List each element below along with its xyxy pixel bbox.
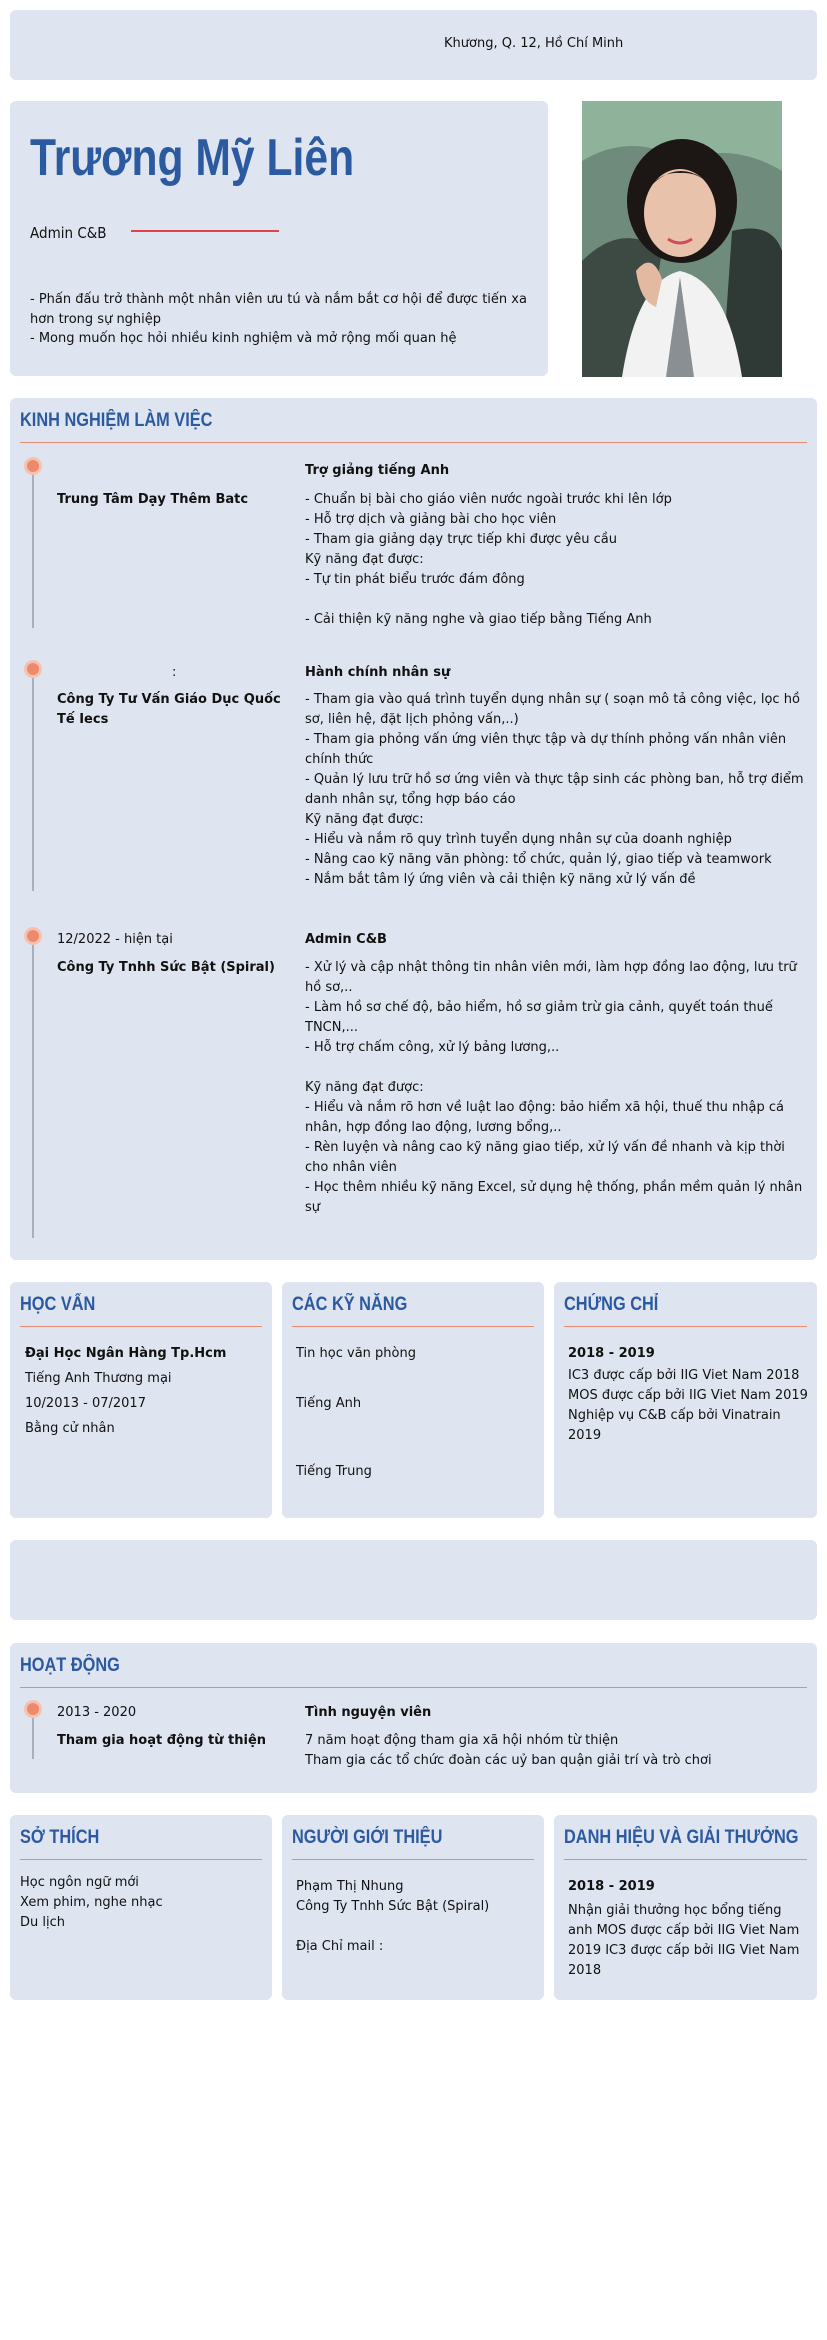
timeline-dot bbox=[27, 930, 39, 942]
timeline-dot bbox=[27, 460, 39, 472]
hobbies-section bbox=[10, 1815, 272, 2000]
timeline-line bbox=[32, 468, 34, 628]
portrait-illustration bbox=[582, 101, 782, 377]
awards-year: 2018 - 2019 bbox=[568, 1879, 655, 1894]
profile-photo bbox=[582, 101, 782, 377]
candidate-name: Trương Mỹ Liên bbox=[30, 129, 355, 187]
timeline-dot bbox=[27, 663, 39, 675]
skills-section bbox=[282, 1282, 544, 1518]
education-degree: Bằng cử nhân bbox=[25, 1421, 115, 1436]
activity-desc: 7 năm hoạt động tham gia xã hội nhóm từ thiện Tham gia các tổ chức đoàn các uỷ ban quận giải trí và trò chơi bbox=[305, 1733, 712, 1768]
reference-email-label: Địa Chỉ mail : bbox=[296, 1939, 384, 1954]
experience-company: Công Ty Tnhh Sức Bật (Spiral) bbox=[57, 960, 275, 975]
reference-heading: NGƯỜI GIỚI THIỆU bbox=[292, 1827, 443, 1848]
experience-desc: - Xử lý và cập nhật thông tin nhân viên mới, làm hợp đồng lao động, lưu trữ hồ sơ,.. - Làm hồ sơ chế độ, bảo hiểm, hồ sơ giảm trừ gia cảnh, quyết toán thuế TNCN,... - Hỗ trợ chấm công, xử lý bảng lương,.. Kỹ năng đạt được: - Hiểu và nắm rõ hơn về luật lao động: bảo hiểm xã hội, thuế thu nhập cá nhân, hợp đồng lao động, lương bổng,.. - Rèn luyện và nâng cao kỹ năng giao tiếp, xử lý vấn đề nhanh và kịp thời cho nhân viên - Học thêm nhiều kỹ năng Excel, sử dụng hệ thống, phần mềm quản lý nhân sự bbox=[305, 960, 803, 1215]
timeline-line bbox=[32, 1709, 34, 1759]
reference-company: Công Ty Tnhh Sức Bật (Spiral) bbox=[296, 1899, 490, 1914]
awards-text: Nhận giải thưởng học bổng tiếng anh MOS được cấp bởi IIG Viet Nam 2019 IC3 được cấp bởi IIG Viet Nam 2018 bbox=[568, 1903, 800, 1978]
experience-company: Công Ty Tư Vấn Giáo Dục Quốc Tế Iecs bbox=[57, 692, 281, 727]
experience-role: Admin C&B bbox=[305, 932, 387, 947]
experience-divider bbox=[20, 442, 807, 443]
blank-panel bbox=[10, 1540, 817, 1620]
hobbies-divider bbox=[20, 1859, 262, 1860]
experience-section bbox=[10, 398, 817, 1260]
certificate-item: Nghiệp vụ C&B cấp bởi Vinatrain 2019 bbox=[568, 1408, 781, 1443]
education-major: Tiếng Anh Thương mại bbox=[25, 1371, 172, 1386]
hobby-item: Xem phim, nghe nhạc bbox=[20, 1895, 163, 1910]
experience-heading: KINH NGHIỆM LÀM VIỆC bbox=[20, 410, 213, 431]
timeline-dot bbox=[27, 1703, 39, 1715]
experience-role: Trợ giảng tiếng Anh bbox=[305, 463, 450, 478]
awards-section bbox=[554, 1815, 817, 2000]
activity-role: Tình nguyện viên bbox=[305, 1705, 432, 1720]
reference-divider bbox=[292, 1859, 534, 1860]
certificates-divider bbox=[564, 1326, 807, 1327]
skills-divider bbox=[292, 1326, 534, 1327]
timeline-line bbox=[32, 671, 34, 891]
objective-line-2: - Mong muốn học hỏi nhiều kinh nghiệm và mở rộng mối quan hệ bbox=[30, 331, 457, 346]
education-period: 10/2013 - 07/2017 bbox=[25, 1396, 146, 1411]
experience-role: Hành chính nhân sự bbox=[305, 665, 451, 680]
certificate-item: IC3 được cấp bởi IIG Viet Nam 2018 bbox=[568, 1368, 800, 1383]
experience-desc: - Chuẩn bị bài cho giáo viên nước ngoài trước khi lên lớp - Hỗ trợ dịch và giảng bài cho học viên - Tham gia giảng dạy trực tiếp khi được yêu cầu Kỹ năng đạt được: - Tự tin phát biểu trước đám đông - Cải thiện kỹ năng nghe và giao tiếp bằng Tiếng Anh bbox=[305, 492, 672, 627]
certificates-list bbox=[568, 1366, 808, 1446]
activities-divider bbox=[20, 1687, 807, 1688]
education-school: Đại Học Ngân Hàng Tp.Hcm bbox=[25, 1346, 227, 1361]
name-underline bbox=[131, 230, 279, 232]
reference-name: Phạm Thị Nhung bbox=[296, 1879, 404, 1894]
certificates-year: 2018 - 2019 bbox=[568, 1346, 655, 1361]
activity-period: 2013 - 2020 bbox=[57, 1705, 137, 1720]
awards-heading: DANH HIỆU VÀ GIẢI THƯỞNG bbox=[564, 1827, 799, 1848]
hobbies-list bbox=[20, 1873, 260, 1933]
hobby-item: Học ngôn ngữ mới bbox=[20, 1875, 139, 1890]
education-heading: HỌC VẤN bbox=[20, 1294, 96, 1315]
experience-period: : bbox=[172, 665, 177, 680]
profile-panel bbox=[10, 101, 548, 376]
position-title: Admin C&B bbox=[30, 224, 107, 242]
objective-line-1: - Phấn đấu trở thành một nhân viên ưu tú và nắm bắt cơ hội để được tiến xa hơn trong sự nghiệp bbox=[30, 292, 527, 327]
experience-desc: - Tham gia vào quá trình tuyển dụng nhân sự ( soạn mô tả công việc, lọc hồ sơ, liên hệ, đặt lịch phỏng vấn,..) - Tham gia phỏng vấn ứng viên thực tập và dự thính phỏng vấn nhân viên chính thức - Quản lý lưu trữ hồ sơ ứng viên và thực tập sinh các phòng ban, hỗ trợ điểm danh nhân sự, tổng hợp báo cáo Kỹ năng đạt được: - Hiểu và nắm rõ quy trình tuyển dụng nhân sự của doanh nghiệp - Nâng cao kỹ năng văn phòng: tổ chức, quản lý, giao tiếp và teamwork - Nắm bắt tâm lý ứng viên và cải thiện kỹ năng xử lý vấn đề bbox=[305, 692, 804, 887]
certificate-item: MOS được cấp bởi IIG Viet Nam 2019 bbox=[568, 1388, 808, 1403]
reference-section bbox=[282, 1815, 544, 2000]
address-text: Khương, Q. 12, Hồ Chí Minh bbox=[444, 36, 624, 51]
skill-item: Tiếng Trung bbox=[296, 1464, 372, 1479]
certificates-section bbox=[554, 1282, 817, 1518]
activities-heading: HOẠT ĐỘNG bbox=[20, 1655, 120, 1676]
awards-divider bbox=[564, 1859, 807, 1860]
education-divider bbox=[20, 1326, 262, 1327]
skill-item: Tiếng Anh bbox=[296, 1396, 362, 1411]
hobbies-heading: SỞ THÍCH bbox=[20, 1827, 100, 1848]
skills-heading: CÁC KỸ NĂNG bbox=[292, 1294, 408, 1315]
header-strip bbox=[10, 10, 817, 80]
hobby-item: Du lịch bbox=[20, 1915, 65, 1930]
experience-period: 12/2022 - hiện tại bbox=[57, 932, 173, 947]
activities-section bbox=[10, 1643, 817, 1793]
activity-org: Tham gia hoạt động từ thiện bbox=[57, 1733, 267, 1748]
skill-item: Tin học văn phòng bbox=[296, 1346, 416, 1361]
certificates-heading: CHỨNG CHỈ bbox=[564, 1294, 659, 1315]
education-section bbox=[10, 1282, 272, 1518]
timeline-line bbox=[32, 938, 34, 1238]
experience-company: Trung Tâm Dạy Thêm Batc bbox=[57, 492, 249, 507]
